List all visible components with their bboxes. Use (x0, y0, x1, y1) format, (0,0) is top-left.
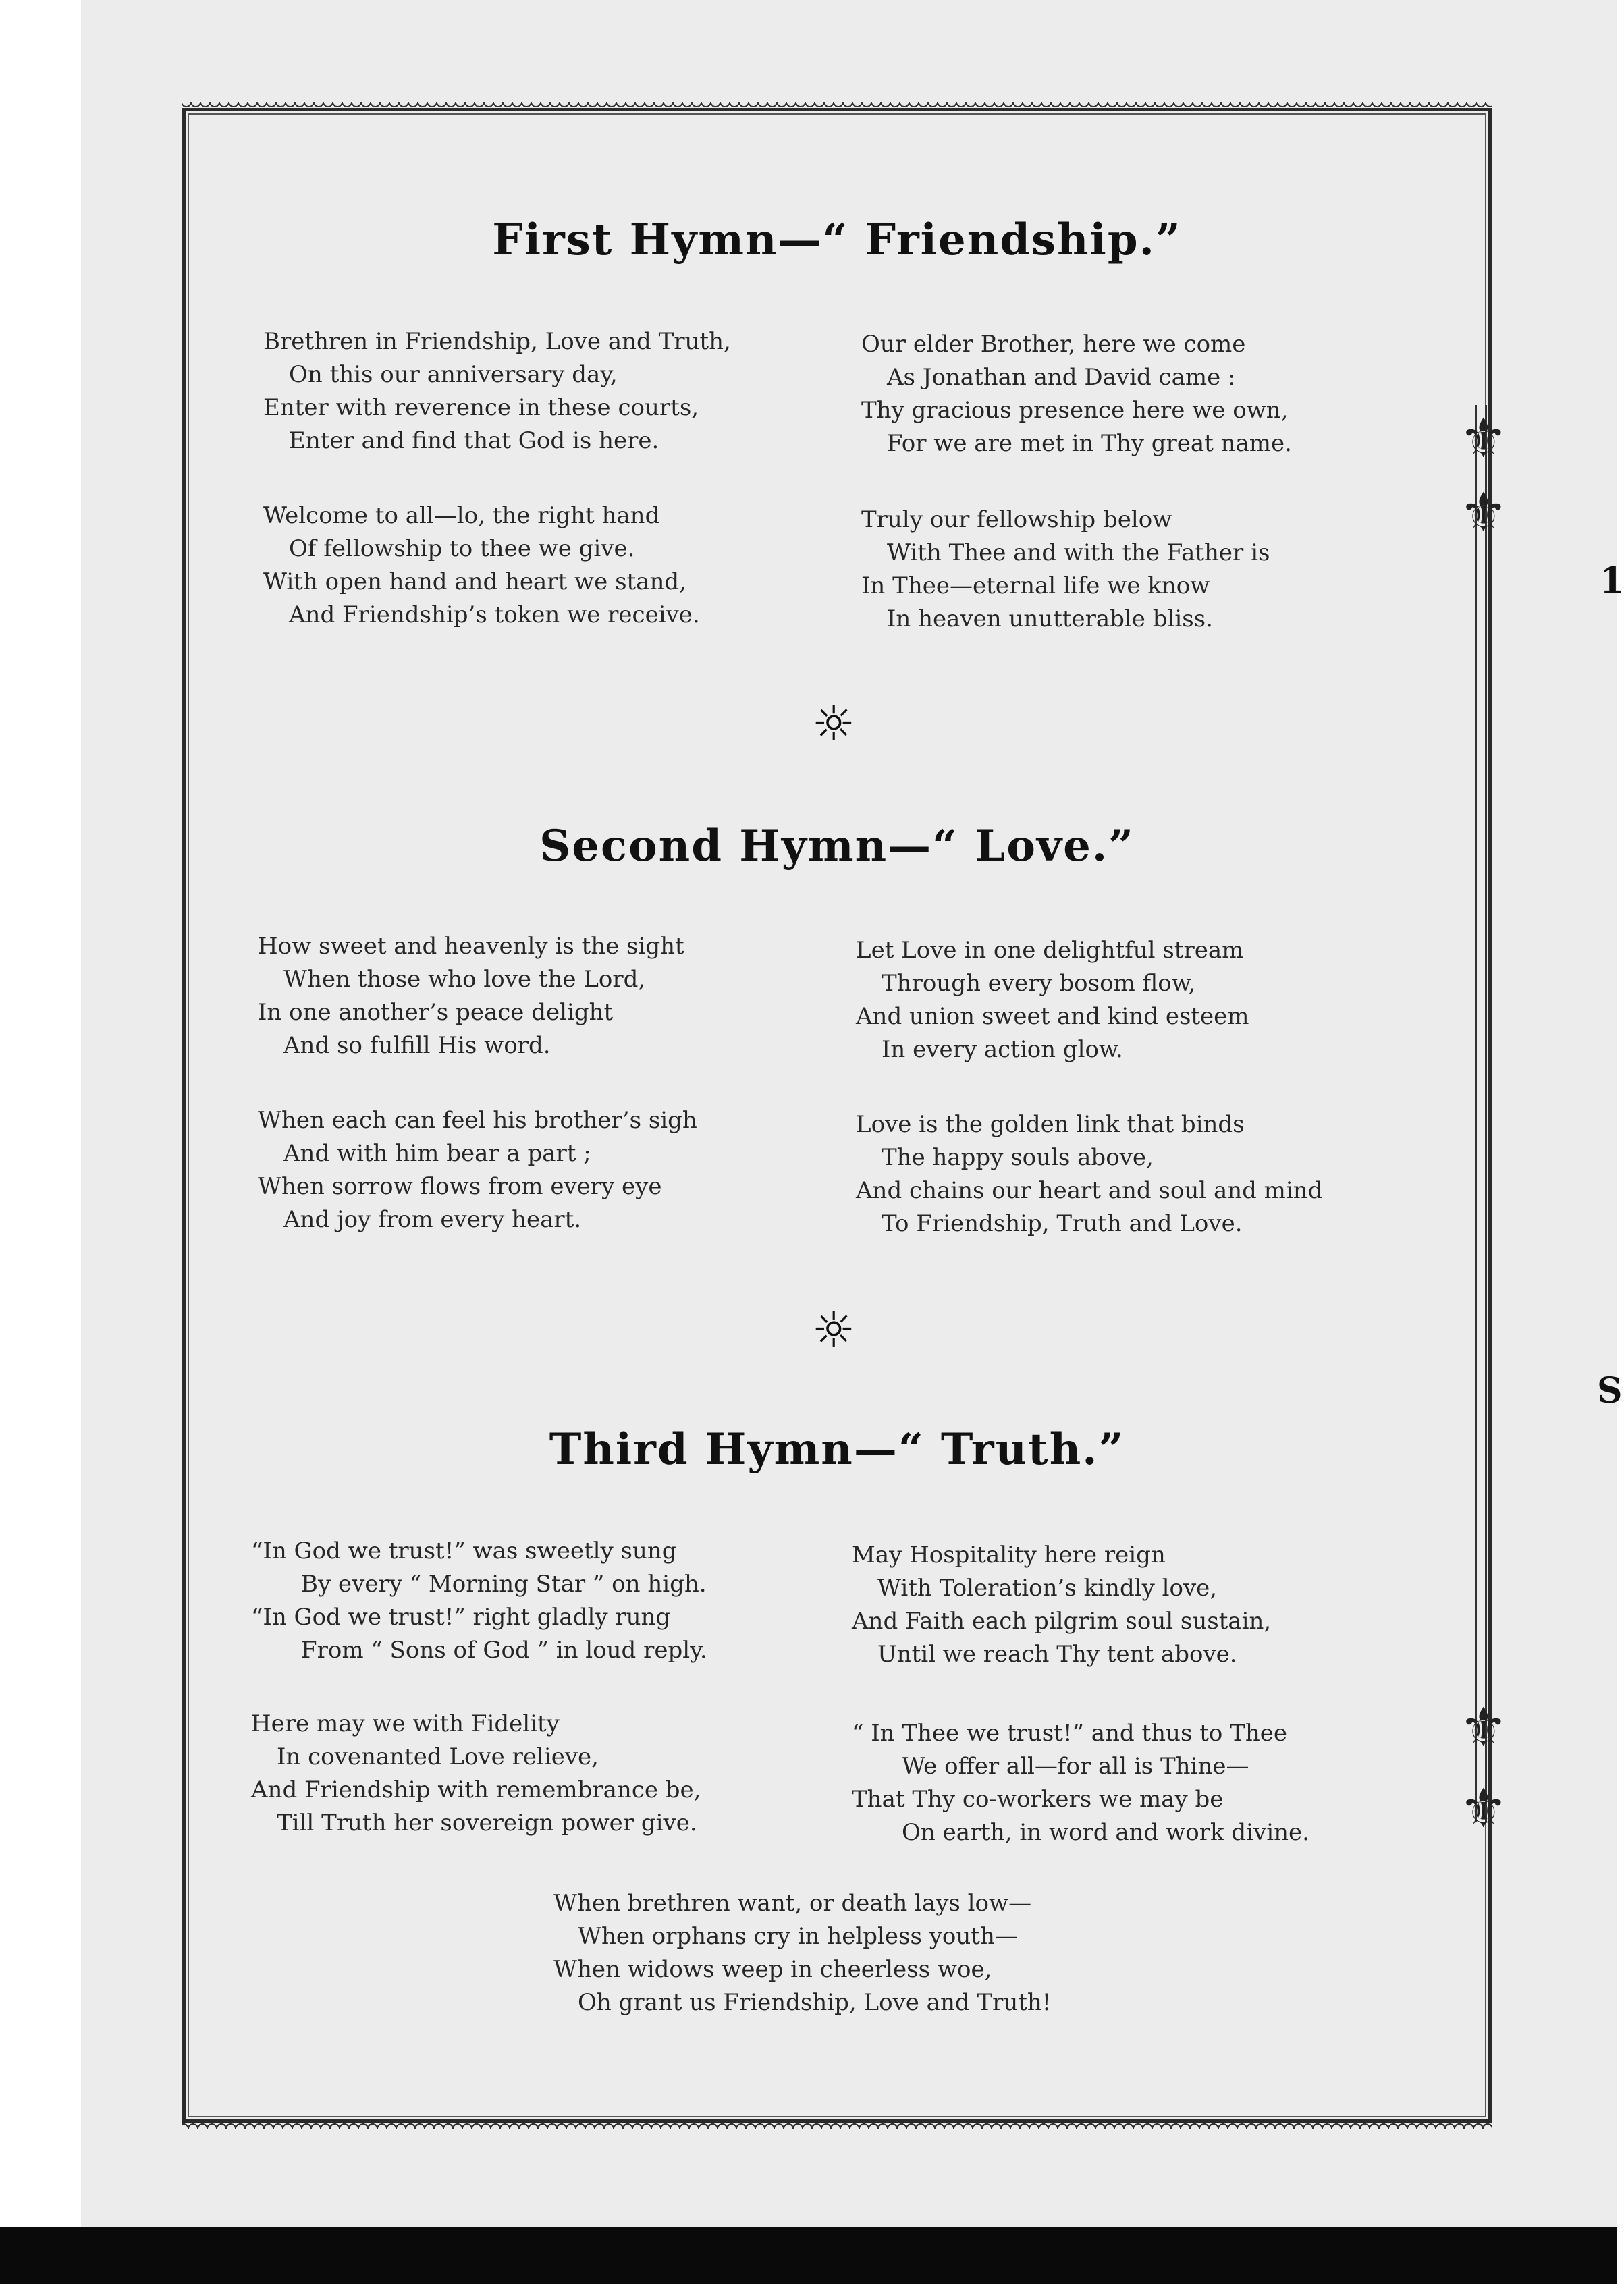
verse-line: When widows weep in cheerless woe, (553, 1956, 992, 1983)
verse-line: Love is the golden link that binds (856, 1111, 1245, 1138)
verse-line: When those who love the Lord, (283, 966, 646, 993)
hymn2-title: Second Hymn—“ Love.” (539, 821, 1135, 871)
verse-line: Here may we with Fidelity (251, 1710, 560, 1737)
verse-line: Until we reach Thy tent above. (877, 1641, 1237, 1668)
verse-line: With open hand and heart we stand, (263, 568, 686, 595)
verse-line: And chains our heart and soul and mind (856, 1177, 1323, 1204)
verse-line: And union sweet and kind esteem (856, 1003, 1249, 1030)
verse-line: And so fulfill His word. (283, 1032, 551, 1059)
verse-line: When brethren want, or death lays low— (553, 1890, 1032, 1917)
hymn1-right-stanza-2 (861, 504, 1270, 636)
sun-ornament-1: ☼ (811, 695, 856, 752)
verse-line: Brethren in Friendship, Love and Truth, (263, 328, 731, 355)
frame-bottom-border (182, 2119, 1492, 2129)
hymn3-left-stanza-2 (251, 1708, 701, 1840)
hymn3-title: Third Hymn—“ Truth.” (549, 1424, 1125, 1475)
hymn3-right-stanza-2 (852, 1717, 1309, 1849)
verse-line: And with him bear a part ; (283, 1140, 591, 1167)
verse-line: And joy from every heart. (283, 1206, 582, 1233)
verse-line: For we are met in Thy great name. (887, 430, 1292, 457)
verse-line: Oh grant us Friendship, Love and Truth! (578, 1989, 1052, 2016)
verse-line: Welcome to all—lo, the right hand (263, 502, 660, 529)
hymn2-left-stanza-2 (258, 1104, 697, 1236)
verse-line: By every “ Morning Star ” on high. (301, 1571, 707, 1598)
verse-line: Through every bosom flow, (882, 970, 1196, 997)
verse-line: That Thy co-workers we may be (852, 1786, 1224, 1813)
finial-ornament-bottom: ⚜ (1459, 1777, 1508, 1840)
verse-line: “In God we trust!” right gladly rung (251, 1604, 671, 1631)
verse-line: With Toleration’s kindly love, (877, 1575, 1218, 1602)
verse-line: And Friendship’s token we receive. (289, 601, 700, 628)
verse-line: Truly our fellowship below (861, 506, 1172, 533)
hymn3-left-stanza-1 (251, 1535, 707, 1667)
verse-line: When orphans cry in helpless youth— (578, 1923, 1018, 1950)
closing-stanza (553, 1887, 1051, 2019)
frame-top-border (182, 102, 1492, 111)
verse-line: Enter with reverence in these courts, (263, 394, 699, 421)
verse-line: Our elder Brother, here we come (861, 331, 1246, 358)
verse-line: “In God we trust!” was sweetly sung (251, 1538, 677, 1565)
scan-border (0, 2227, 1617, 2284)
hymn2-right-stanza-2 (856, 1108, 1322, 1241)
verse-line: On earth, in word and work divine. (902, 1819, 1309, 1846)
verse-line: Thy gracious presence here we own, (861, 397, 1289, 424)
finial-ornament-top: ⚜ (1459, 407, 1508, 470)
verse-line: As Jonathan and David came : (887, 364, 1236, 391)
hymn1-left-stanza-2 (263, 499, 700, 632)
verse-line: When sorrow flows from every eye (258, 1173, 662, 1200)
verse-line: With Thee and with the Father is (887, 539, 1270, 566)
hymn2-right-stanza-1 (856, 934, 1249, 1066)
hymn1-title: First Hymn—“ Friendship.” (492, 215, 1182, 265)
adjacent-page-letter-1: 1 (1600, 560, 1624, 601)
sun-ornament-2: ☼ (811, 1301, 856, 1358)
verse-line: From “ Sons of God ” in loud reply. (301, 1637, 707, 1664)
hymn1-left-stanza-1 (263, 325, 731, 458)
verse-line: In one another’s peace delight (258, 999, 614, 1026)
verse-line: To Friendship, Truth and Love. (882, 1210, 1243, 1237)
verse-line: In heaven unutterable bliss. (887, 605, 1213, 632)
verse-line: And Friendship with remembrance be, (251, 1776, 701, 1803)
verse-line: Of fellowship to thee we give. (289, 535, 635, 562)
verse-line: When each can feel his brother’s sigh (258, 1107, 697, 1134)
verse-line: Let Love in one delightful stream (856, 937, 1244, 964)
hymn2-left-stanza-1 (258, 930, 684, 1062)
verse-line: “ In Thee we trust!” and thus to Thee (852, 1720, 1287, 1747)
verse-line: How sweet and heavenly is the sight (258, 933, 684, 960)
right-column-rule (1475, 405, 1487, 1822)
verse-line: And Faith each pilgrim soul sustain, (852, 1608, 1272, 1635)
verse-line: Till Truth her sovereign power give. (277, 1810, 697, 1837)
finial-ornament-upper: ⚜ (1459, 481, 1508, 544)
verse-line: Enter and find that God is here. (289, 427, 659, 454)
verse-line: In covenanted Love relieve, (277, 1743, 599, 1770)
verse-line: We offer all—for all is Thine— (902, 1753, 1249, 1780)
adjacent-page-letter-2: S (1597, 1370, 1623, 1411)
verse-line: May Hospitality here reign (852, 1542, 1166, 1569)
hymn1-right-stanza-1 (861, 328, 1292, 460)
hymn3-right-stanza-1 (852, 1539, 1271, 1671)
verse-line: In every action glow. (882, 1036, 1123, 1063)
verse-line: On this our anniversary day, (289, 361, 618, 388)
verse-line: In Thee—eternal life we know (861, 572, 1210, 599)
finial-ornament-lower: ⚜ (1459, 1696, 1508, 1759)
verse-line: The happy souls above, (882, 1144, 1154, 1171)
